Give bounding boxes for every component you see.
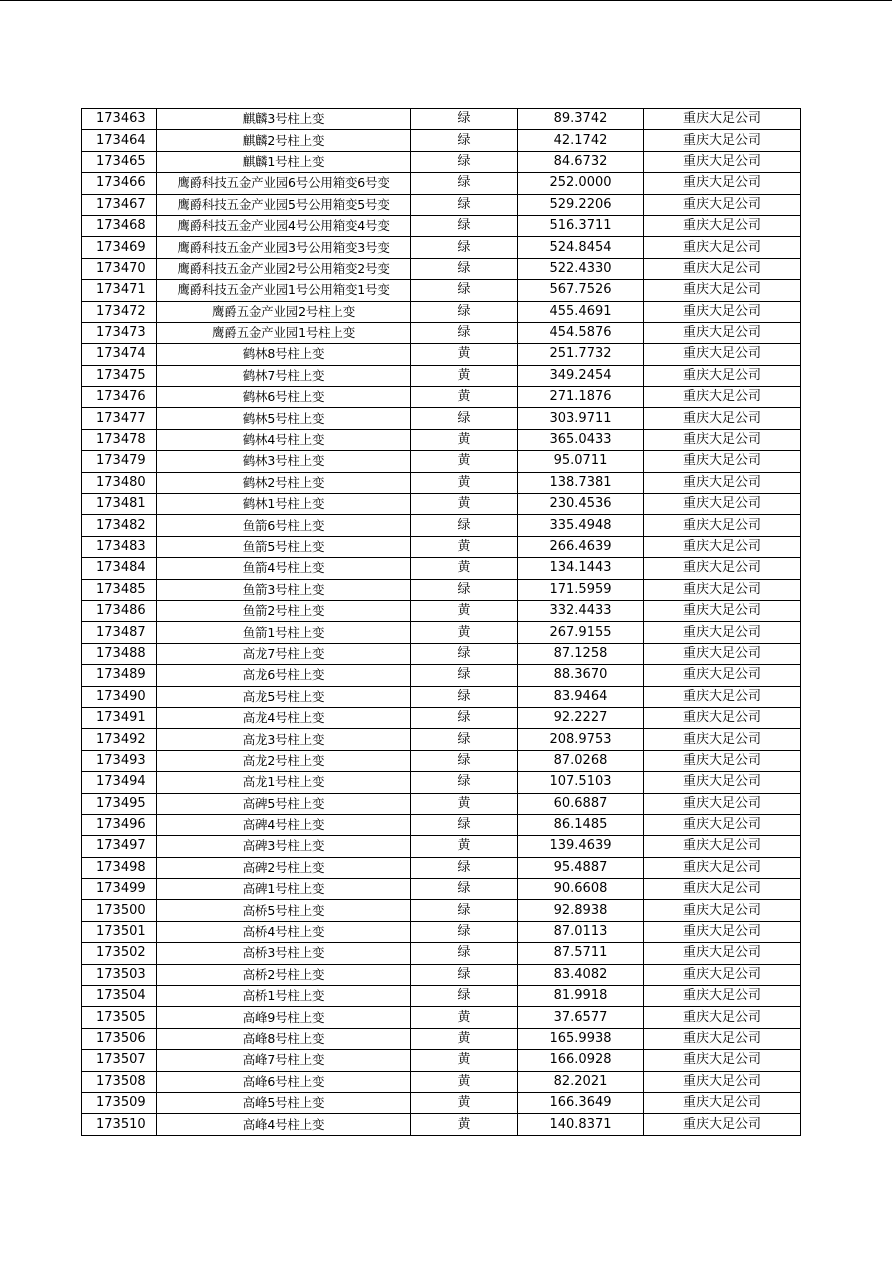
cell-company: 重庆大足公司 xyxy=(644,857,801,878)
cell-name: 鹰爵五金产业园1号柱上变 xyxy=(157,322,411,343)
cell-id: 173483 xyxy=(82,536,157,557)
cell-value: 516.3711 xyxy=(518,215,644,236)
table-row xyxy=(82,729,801,750)
cell-company: 重庆大足公司 xyxy=(644,408,801,429)
cell-status: 绿 xyxy=(411,857,518,878)
table-row xyxy=(82,921,801,942)
cell-value: 82.2021 xyxy=(518,1071,644,1092)
cell-id: 173495 xyxy=(82,793,157,814)
cell-name: 鹰爵科技五金产业园4号公用箱变4号变 xyxy=(157,215,411,236)
cell-status: 绿 xyxy=(411,280,518,301)
cell-name: 高峰5号柱上变 xyxy=(157,1092,411,1113)
cell-name: 麒麟1号柱上变 xyxy=(157,151,411,172)
cell-id: 173502 xyxy=(82,943,157,964)
cell-status: 绿 xyxy=(411,729,518,750)
cell-company: 重庆大足公司 xyxy=(644,494,801,515)
table-row xyxy=(82,879,801,900)
cell-name: 高龙6号柱上变 xyxy=(157,665,411,686)
cell-status: 黄 xyxy=(411,536,518,557)
cell-id: 173468 xyxy=(82,215,157,236)
cell-name: 高碑2号柱上变 xyxy=(157,857,411,878)
cell-value: 335.4948 xyxy=(518,515,644,536)
cell-name: 高碑3号柱上变 xyxy=(157,836,411,857)
table-row xyxy=(82,1007,801,1028)
cell-value: 365.0433 xyxy=(518,429,644,450)
cell-value: 87.0268 xyxy=(518,750,644,771)
cell-id: 173474 xyxy=(82,344,157,365)
cell-status: 黄 xyxy=(411,1028,518,1049)
table-row xyxy=(82,943,801,964)
cell-id: 173470 xyxy=(82,258,157,279)
cell-value: 267.9155 xyxy=(518,622,644,643)
cell-status: 黄 xyxy=(411,836,518,857)
table-row xyxy=(82,1071,801,1092)
cell-value: 83.9464 xyxy=(518,686,644,707)
cell-id: 173477 xyxy=(82,408,157,429)
cell-id: 173510 xyxy=(82,1114,157,1135)
cell-value: 140.8371 xyxy=(518,1114,644,1135)
cell-name: 高龙2号柱上变 xyxy=(157,750,411,771)
cell-status: 绿 xyxy=(411,237,518,258)
cell-status: 绿 xyxy=(411,750,518,771)
cell-name: 鱼箭1号柱上变 xyxy=(157,622,411,643)
cell-name: 高峰7号柱上变 xyxy=(157,1050,411,1071)
cell-company: 重庆大足公司 xyxy=(644,280,801,301)
cell-value: 522.4330 xyxy=(518,258,644,279)
cell-company: 重庆大足公司 xyxy=(644,322,801,343)
cell-name: 麒麟3号柱上变 xyxy=(157,109,411,130)
cell-value: 529.2206 xyxy=(518,194,644,215)
cell-name: 鹰爵五金产业园2号柱上变 xyxy=(157,301,411,322)
cell-status: 黄 xyxy=(411,1092,518,1113)
table-row xyxy=(82,280,801,301)
cell-id: 173493 xyxy=(82,750,157,771)
cell-value: 92.2227 xyxy=(518,707,644,728)
cell-status: 绿 xyxy=(411,879,518,900)
cell-value: 166.3649 xyxy=(518,1092,644,1113)
cell-value: 86.1485 xyxy=(518,814,644,835)
cell-name: 鹰爵科技五金产业园2号公用箱变2号变 xyxy=(157,258,411,279)
cell-value: 95.0711 xyxy=(518,451,644,472)
cell-value: 266.4639 xyxy=(518,536,644,557)
cell-id: 173481 xyxy=(82,494,157,515)
cell-company: 重庆大足公司 xyxy=(644,151,801,172)
cell-status: 绿 xyxy=(411,707,518,728)
cell-name: 高桥4号柱上变 xyxy=(157,921,411,942)
cell-id: 173484 xyxy=(82,558,157,579)
cell-company: 重庆大足公司 xyxy=(644,986,801,1007)
cell-company: 重庆大足公司 xyxy=(644,900,801,921)
cell-name: 高龙3号柱上变 xyxy=(157,729,411,750)
table-row xyxy=(82,429,801,450)
cell-name: 鱼箭6号柱上变 xyxy=(157,515,411,536)
cell-id: 173479 xyxy=(82,451,157,472)
cell-company: 重庆大足公司 xyxy=(644,1114,801,1135)
table-row xyxy=(82,151,801,172)
table-row xyxy=(82,558,801,579)
table-row xyxy=(82,707,801,728)
cell-id: 173472 xyxy=(82,301,157,322)
cell-company: 重庆大足公司 xyxy=(644,109,801,130)
table-row xyxy=(82,665,801,686)
cell-company: 重庆大足公司 xyxy=(644,429,801,450)
cell-value: 303.9711 xyxy=(518,408,644,429)
cell-value: 230.4536 xyxy=(518,494,644,515)
cell-value: 88.3670 xyxy=(518,665,644,686)
table-row xyxy=(82,964,801,985)
cell-value: 42.1742 xyxy=(518,130,644,151)
table-row xyxy=(82,301,801,322)
cell-status: 黄 xyxy=(411,793,518,814)
table-row xyxy=(82,173,801,194)
table-row xyxy=(82,344,801,365)
cell-value: 90.6608 xyxy=(518,879,644,900)
transformer-table xyxy=(81,108,801,1136)
cell-value: 349.2454 xyxy=(518,365,644,386)
cell-id: 173504 xyxy=(82,986,157,1007)
cell-status: 黄 xyxy=(411,472,518,493)
cell-value: 37.6577 xyxy=(518,1007,644,1028)
cell-status: 绿 xyxy=(411,194,518,215)
table-row xyxy=(82,387,801,408)
cell-status: 绿 xyxy=(411,814,518,835)
cell-id: 173464 xyxy=(82,130,157,151)
cell-value: 87.1258 xyxy=(518,643,644,664)
cell-id: 173506 xyxy=(82,1028,157,1049)
cell-id: 173465 xyxy=(82,151,157,172)
cell-company: 重庆大足公司 xyxy=(644,365,801,386)
cell-value: 89.3742 xyxy=(518,109,644,130)
cell-id: 173469 xyxy=(82,237,157,258)
cell-id: 173497 xyxy=(82,836,157,857)
cell-name: 高龙7号柱上变 xyxy=(157,643,411,664)
cell-company: 重庆大足公司 xyxy=(644,964,801,985)
cell-id: 173498 xyxy=(82,857,157,878)
cell-name: 鹰爵科技五金产业园6号公用箱变6号变 xyxy=(157,173,411,194)
cell-id: 173475 xyxy=(82,365,157,386)
table-row xyxy=(82,322,801,343)
cell-company: 重庆大足公司 xyxy=(644,793,801,814)
cell-id: 173499 xyxy=(82,879,157,900)
cell-id: 173500 xyxy=(82,900,157,921)
cell-value: 251.7732 xyxy=(518,344,644,365)
table-row xyxy=(82,643,801,664)
table-row xyxy=(82,579,801,600)
cell-value: 87.5711 xyxy=(518,943,644,964)
cell-value: 84.6732 xyxy=(518,151,644,172)
table-row xyxy=(82,1114,801,1135)
table-row xyxy=(82,130,801,151)
cell-name: 麒麟2号柱上变 xyxy=(157,130,411,151)
cell-value: 166.0928 xyxy=(518,1050,644,1071)
cell-id: 173482 xyxy=(82,515,157,536)
cell-value: 138.7381 xyxy=(518,472,644,493)
cell-status: 绿 xyxy=(411,772,518,793)
table-row xyxy=(82,494,801,515)
cell-value: 208.9753 xyxy=(518,729,644,750)
cell-id: 173487 xyxy=(82,622,157,643)
cell-name: 鹤林2号柱上变 xyxy=(157,472,411,493)
cell-status: 绿 xyxy=(411,258,518,279)
cell-name: 高碑1号柱上变 xyxy=(157,879,411,900)
table-row xyxy=(82,814,801,835)
cell-id: 173467 xyxy=(82,194,157,215)
cell-value: 139.4639 xyxy=(518,836,644,857)
cell-name: 高桥5号柱上变 xyxy=(157,900,411,921)
table-row xyxy=(82,622,801,643)
cell-name: 鹰爵科技五金产业园5号公用箱变5号变 xyxy=(157,194,411,215)
cell-name: 鹤林4号柱上变 xyxy=(157,429,411,450)
cell-company: 重庆大足公司 xyxy=(644,836,801,857)
cell-status: 黄 xyxy=(411,344,518,365)
cell-value: 87.0113 xyxy=(518,921,644,942)
cell-status: 绿 xyxy=(411,921,518,942)
cell-value: 252.0000 xyxy=(518,173,644,194)
cell-status: 绿 xyxy=(411,151,518,172)
table-body xyxy=(82,109,801,1136)
cell-value: 134.1443 xyxy=(518,558,644,579)
table-row xyxy=(82,1050,801,1071)
table-row xyxy=(82,536,801,557)
cell-name: 鹤林7号柱上变 xyxy=(157,365,411,386)
cell-company: 重庆大足公司 xyxy=(644,1092,801,1113)
table-row xyxy=(82,1092,801,1113)
cell-id: 173471 xyxy=(82,280,157,301)
cell-company: 重庆大足公司 xyxy=(644,750,801,771)
cell-id: 173501 xyxy=(82,921,157,942)
cell-name: 高龙4号柱上变 xyxy=(157,707,411,728)
cell-company: 重庆大足公司 xyxy=(644,215,801,236)
cell-name: 鹤林5号柱上变 xyxy=(157,408,411,429)
cell-id: 173489 xyxy=(82,665,157,686)
table-row xyxy=(82,857,801,878)
cell-status: 绿 xyxy=(411,579,518,600)
cell-id: 173490 xyxy=(82,686,157,707)
cell-id: 173488 xyxy=(82,643,157,664)
cell-name: 鱼箭4号柱上变 xyxy=(157,558,411,579)
table-row xyxy=(82,750,801,771)
table-row xyxy=(82,686,801,707)
cell-name: 鹰爵科技五金产业园1号公用箱变1号变 xyxy=(157,280,411,301)
cell-name: 高碑4号柱上变 xyxy=(157,814,411,835)
cell-name: 鱼箭3号柱上变 xyxy=(157,579,411,600)
cell-id: 173505 xyxy=(82,1007,157,1028)
cell-status: 黄 xyxy=(411,622,518,643)
cell-value: 92.8938 xyxy=(518,900,644,921)
cell-name: 鹤林3号柱上变 xyxy=(157,451,411,472)
cell-status: 绿 xyxy=(411,643,518,664)
cell-name: 高峰6号柱上变 xyxy=(157,1071,411,1092)
table-row xyxy=(82,836,801,857)
table-row xyxy=(82,1028,801,1049)
table-row xyxy=(82,258,801,279)
cell-id: 173509 xyxy=(82,1092,157,1113)
table-row xyxy=(82,515,801,536)
cell-company: 重庆大足公司 xyxy=(644,515,801,536)
cell-company: 重庆大足公司 xyxy=(644,814,801,835)
cell-status: 绿 xyxy=(411,515,518,536)
cell-id: 173494 xyxy=(82,772,157,793)
cell-value: 60.6887 xyxy=(518,793,644,814)
cell-company: 重庆大足公司 xyxy=(644,686,801,707)
cell-name: 鹰爵科技五金产业园3号公用箱变3号变 xyxy=(157,237,411,258)
cell-status: 绿 xyxy=(411,964,518,985)
cell-id: 173507 xyxy=(82,1050,157,1071)
cell-name: 鱼箭5号柱上变 xyxy=(157,536,411,557)
cell-status: 绿 xyxy=(411,986,518,1007)
cell-value: 455.4691 xyxy=(518,301,644,322)
cell-company: 重庆大足公司 xyxy=(644,622,801,643)
cell-status: 绿 xyxy=(411,686,518,707)
cell-id: 173478 xyxy=(82,429,157,450)
cell-status: 绿 xyxy=(411,215,518,236)
cell-status: 黄 xyxy=(411,1007,518,1028)
cell-status: 绿 xyxy=(411,109,518,130)
table-row xyxy=(82,451,801,472)
cell-id: 173473 xyxy=(82,322,157,343)
cell-value: 107.5103 xyxy=(518,772,644,793)
cell-id: 173496 xyxy=(82,814,157,835)
cell-company: 重庆大足公司 xyxy=(644,772,801,793)
table-row xyxy=(82,600,801,621)
cell-value: 171.5959 xyxy=(518,579,644,600)
cell-value: 95.4887 xyxy=(518,857,644,878)
cell-id: 173491 xyxy=(82,707,157,728)
cell-company: 重庆大足公司 xyxy=(644,558,801,579)
table-row xyxy=(82,986,801,1007)
cell-name: 高峰4号柱上变 xyxy=(157,1114,411,1135)
cell-company: 重庆大足公司 xyxy=(644,173,801,194)
cell-name: 高桥1号柱上变 xyxy=(157,986,411,1007)
table-row xyxy=(82,365,801,386)
table-row xyxy=(82,793,801,814)
cell-name: 鹤林1号柱上变 xyxy=(157,494,411,515)
cell-company: 重庆大足公司 xyxy=(644,921,801,942)
page-top-border xyxy=(0,0,892,1)
cell-company: 重庆大足公司 xyxy=(644,194,801,215)
cell-name: 高峰8号柱上变 xyxy=(157,1028,411,1049)
cell-company: 重庆大足公司 xyxy=(644,579,801,600)
cell-company: 重庆大足公司 xyxy=(644,943,801,964)
cell-value: 567.7526 xyxy=(518,280,644,301)
cell-status: 黄 xyxy=(411,1071,518,1092)
cell-value: 81.9918 xyxy=(518,986,644,1007)
cell-company: 重庆大足公司 xyxy=(644,130,801,151)
cell-name: 高龙5号柱上变 xyxy=(157,686,411,707)
cell-company: 重庆大足公司 xyxy=(644,451,801,472)
cell-status: 绿 xyxy=(411,322,518,343)
cell-status: 绿 xyxy=(411,408,518,429)
cell-company: 重庆大足公司 xyxy=(644,387,801,408)
cell-status: 绿 xyxy=(411,130,518,151)
cell-name: 高龙1号柱上变 xyxy=(157,772,411,793)
cell-company: 重庆大足公司 xyxy=(644,707,801,728)
cell-id: 173492 xyxy=(82,729,157,750)
cell-status: 绿 xyxy=(411,900,518,921)
cell-company: 重庆大足公司 xyxy=(644,258,801,279)
cell-status: 黄 xyxy=(411,451,518,472)
cell-name: 鹤林6号柱上变 xyxy=(157,387,411,408)
cell-status: 黄 xyxy=(411,365,518,386)
cell-id: 173503 xyxy=(82,964,157,985)
table-row xyxy=(82,194,801,215)
cell-status: 黄 xyxy=(411,600,518,621)
cell-name: 鱼箭2号柱上变 xyxy=(157,600,411,621)
table-row xyxy=(82,900,801,921)
cell-company: 重庆大足公司 xyxy=(644,237,801,258)
cell-name: 高峰9号柱上变 xyxy=(157,1007,411,1028)
cell-company: 重庆大足公司 xyxy=(644,729,801,750)
cell-name: 高桥3号柱上变 xyxy=(157,943,411,964)
cell-company: 重庆大足公司 xyxy=(644,600,801,621)
cell-status: 黄 xyxy=(411,1050,518,1071)
cell-id: 173486 xyxy=(82,600,157,621)
cell-company: 重庆大足公司 xyxy=(644,1050,801,1071)
table-row xyxy=(82,772,801,793)
cell-id: 173485 xyxy=(82,579,157,600)
cell-id: 173463 xyxy=(82,109,157,130)
cell-company: 重庆大足公司 xyxy=(644,1007,801,1028)
cell-value: 332.4433 xyxy=(518,600,644,621)
cell-status: 黄 xyxy=(411,494,518,515)
cell-value: 524.8454 xyxy=(518,237,644,258)
cell-id: 173476 xyxy=(82,387,157,408)
cell-status: 黄 xyxy=(411,429,518,450)
cell-id: 173480 xyxy=(82,472,157,493)
cell-value: 83.4082 xyxy=(518,964,644,985)
cell-status: 黄 xyxy=(411,558,518,579)
cell-value: 271.1876 xyxy=(518,387,644,408)
cell-company: 重庆大足公司 xyxy=(644,344,801,365)
cell-status: 绿 xyxy=(411,943,518,964)
cell-company: 重庆大足公司 xyxy=(644,1071,801,1092)
cell-company: 重庆大足公司 xyxy=(644,301,801,322)
table-row xyxy=(82,472,801,493)
cell-status: 绿 xyxy=(411,665,518,686)
cell-name: 高碑5号柱上变 xyxy=(157,793,411,814)
cell-company: 重庆大足公司 xyxy=(644,879,801,900)
cell-company: 重庆大足公司 xyxy=(644,1028,801,1049)
cell-value: 454.5876 xyxy=(518,322,644,343)
cell-company: 重庆大足公司 xyxy=(644,472,801,493)
cell-company: 重庆大足公司 xyxy=(644,536,801,557)
cell-value: 165.9938 xyxy=(518,1028,644,1049)
cell-name: 鹤林8号柱上变 xyxy=(157,344,411,365)
cell-name: 高桥2号柱上变 xyxy=(157,964,411,985)
cell-company: 重庆大足公司 xyxy=(644,643,801,664)
cell-status: 黄 xyxy=(411,1114,518,1135)
cell-company: 重庆大足公司 xyxy=(644,665,801,686)
cell-status: 绿 xyxy=(411,173,518,194)
cell-id: 173508 xyxy=(82,1071,157,1092)
table-row xyxy=(82,408,801,429)
table-row xyxy=(82,215,801,236)
cell-status: 黄 xyxy=(411,387,518,408)
cell-id: 173466 xyxy=(82,173,157,194)
cell-status: 绿 xyxy=(411,301,518,322)
table-row xyxy=(82,109,801,130)
table-row xyxy=(82,237,801,258)
